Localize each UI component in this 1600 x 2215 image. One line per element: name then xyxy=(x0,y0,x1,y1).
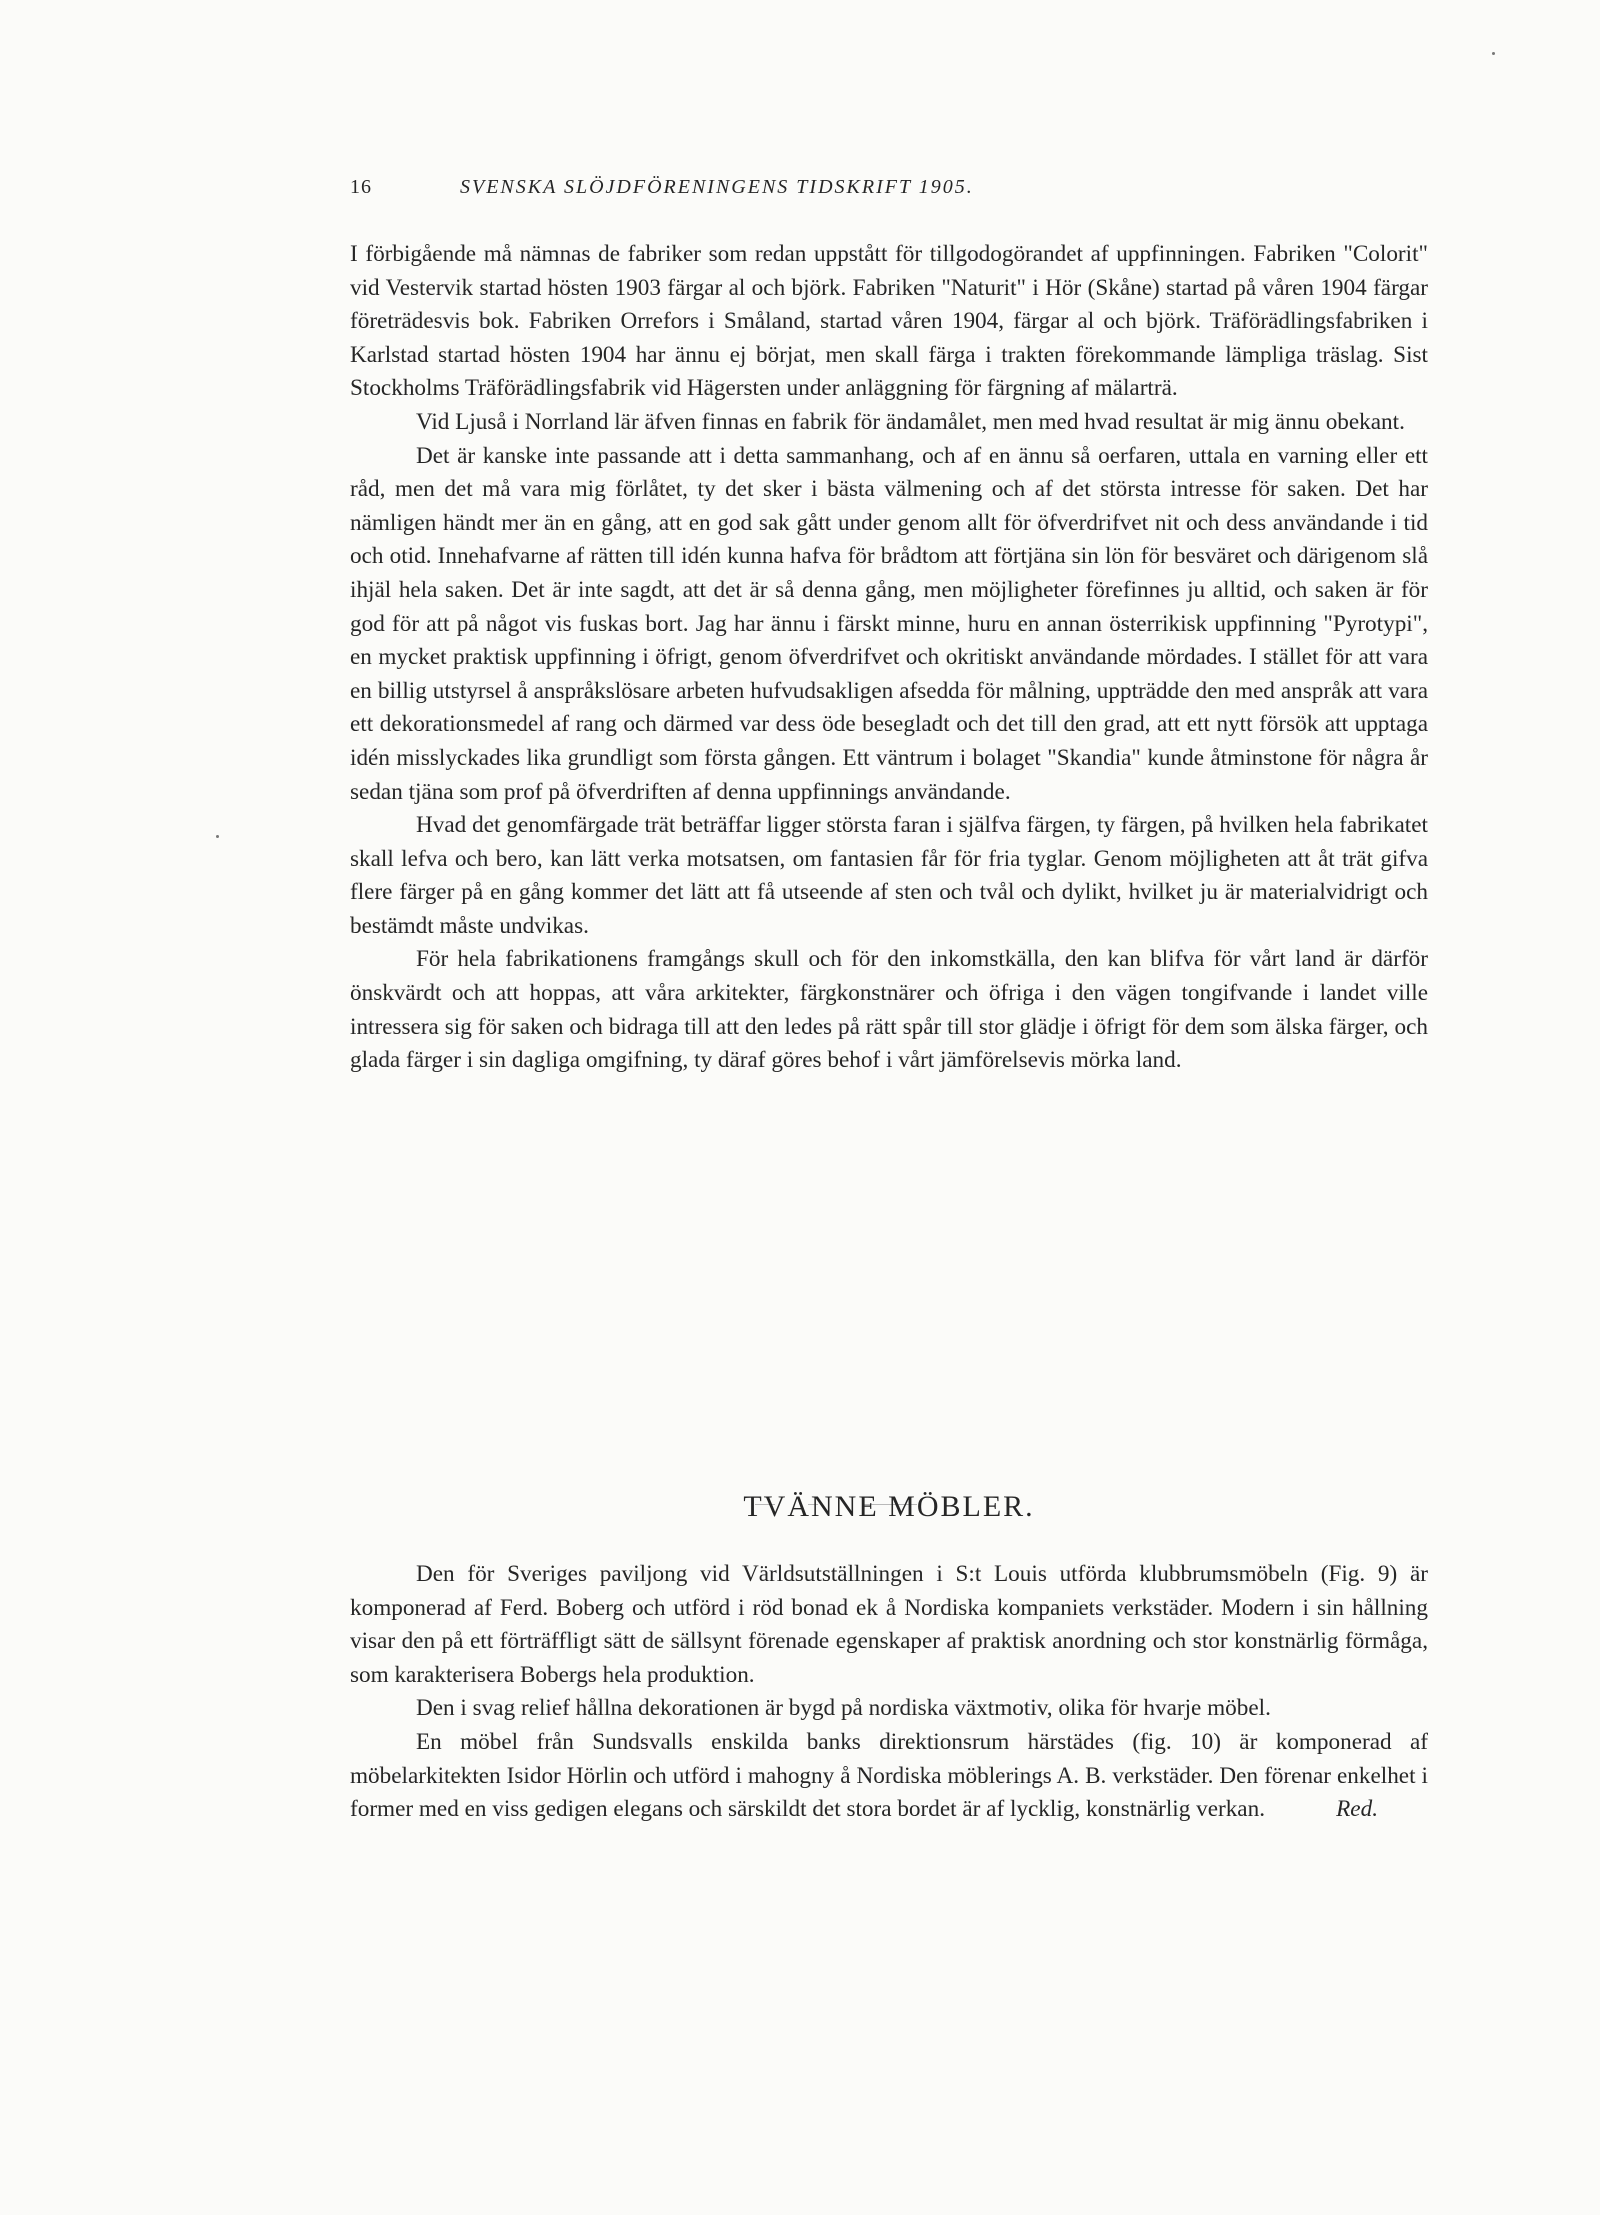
page-number: 16 xyxy=(350,176,372,198)
paragraph xyxy=(350,1726,1428,1827)
paragraph: För hela fabrikationens framgångs skull och för den inkomstkälla, den kan blifva för vårt land är därför önskvärdt och att hoppas, att våra arkitekter, färgkonstnärer och öfriga i den vägen tongifvande i landet ville intressera sig för saken och bidraga till att den ledes på rätt spår till stor glädje i öfrigt för dem som älska färger, och glada färger i sin dagliga omgifning, ty däraf göres behof i vårt jämförelsevis mörka land. xyxy=(350,946,1428,1074)
scan-speck xyxy=(216,835,219,838)
article-body xyxy=(350,238,1428,1078)
section-body xyxy=(350,1558,1428,1827)
scan-speck xyxy=(1492,52,1495,55)
paragraph: Det är kanske inte passande att i detta sammanhang, och af en ännu så oerfaren, uttala en varning eller ett råd, men det må vara mig förlåtet, ty det sker i bästa välmening och af det största intresse för saken. Det har nämligen händt mer än en gång, att en god sak gått under genom allt för öfverdrifvet nit och dess användande i tid och otid. Innehafvarne af rätten till idén kunna hafva för brådtom att förtjäna sin lön för besväret och därigenom slå ihjäl hela saken. Det är inte sagdt, att det är så denna gång, men möjligheter förefinnes ju alltid, och saken är för god för att på något vis fuskas bort. Jag har ännu i färskt minne, huru en annan österrikisk uppfinning "Pyrotypi", en mycket praktisk uppfinning i öfrigt, genom öfverdrifvet och okritiskt användande mördades. I stället för att vara en billig utstyrsel å anspråkslösare arbeten hufvudsakligen afsedda för målning, uppträdde den med anspråk att vara ett dekorationsmedel af rang och därmed var dess öde besegladt och det till den grad, att ett nytt försök att upptaga idén misslyckades lika grundligt som första gången. Ett väntrum i bolaget "Skandia" kunde åtminstone för några år sedan tjäna som prof på öfverdriften af denna uppfinnings användande. xyxy=(350,442,1428,805)
paragraph: Den för Sveriges paviljong vid Världsutställningen i S:t Louis utförda klubbrumsmöbeln (Fig. 9) är komponerad af Ferd. Boberg och utförd i röd bonad ek å Nordiska kompaniets verkstäder. Modern i sin hållning visar den på ett förträffligt sätt de sällsynt förenade egenskaper af praktisk anordning och stor konstnärlig förmåga, som karakterisera Bobergs hela produktion. xyxy=(350,1561,1428,1688)
running-title: SVENSKA SLÖJDFÖRENINGENS TIDSKRIFT 1905. xyxy=(460,176,974,198)
paragraph: Den i svag relief hållna dekorationen är bygd på nordiska växtmotiv, olika för hvarje möbel. xyxy=(416,1695,1271,1722)
paragraph: Vid Ljuså i Norrland lär äfven finnas en fabrik för ändamålet, men med hvad resultat är mig ännu obekant. xyxy=(416,408,1405,435)
paragraph: I förbigående må nämnas de fabriker som redan uppstått för tillgodogörandet af uppfinningen. Fabriken "Colorit" vid Vestervik startad hösten 1903 färgar al och björk. Fabriken "Naturit" i Hör (Skåne) startad på våren 1904 färgar företrädesvis bok. Fabriken Orrefors i Småland, startad våren 1904, färgar al och björk. Träförädlingsfabriken i Karlstad startad hösten 1904 har ännu ej börjat, men skall färga i trakten förekommande lämpliga träslag. Sist Stockholms Träförädlingsfabrik vid Hägersten under anläggning för färgning af mälarträ. xyxy=(350,241,1428,402)
paragraph-text: En möbel från Sundsvalls enskilda banks direktionsrum härstädes (fig. 10) är komponerad af möbelarkitekten Isidor Hörlin och utförd i mahogny å Nordiska möblerings A. B. verkstäder. Den förenar enkelhet i former med en viss gedigen elegans och särskildt det stora bordet är af lycklig, konstnärlig verkan. xyxy=(350,1728,1428,1823)
signature: Red. xyxy=(1336,1796,1378,1823)
section-title: TVÄNNE MÖBLER. xyxy=(743,1490,1035,1523)
paragraph: Hvad det genomfärgade trät beträffar ligger största faran i själfva färgen, ty färgen, på hvilken hela fabrikatet skall lefva och bero, kan lätt verka motsatsen, om fantasien får för fria tyglar. Genom möjligheten att åt trät gifva flere färger på en gång kommer det lätt att få utseende af sten och tvål och dylikt, hvilket ju är materialvidrigt och bestämdt måste undvikas. xyxy=(350,812,1428,939)
